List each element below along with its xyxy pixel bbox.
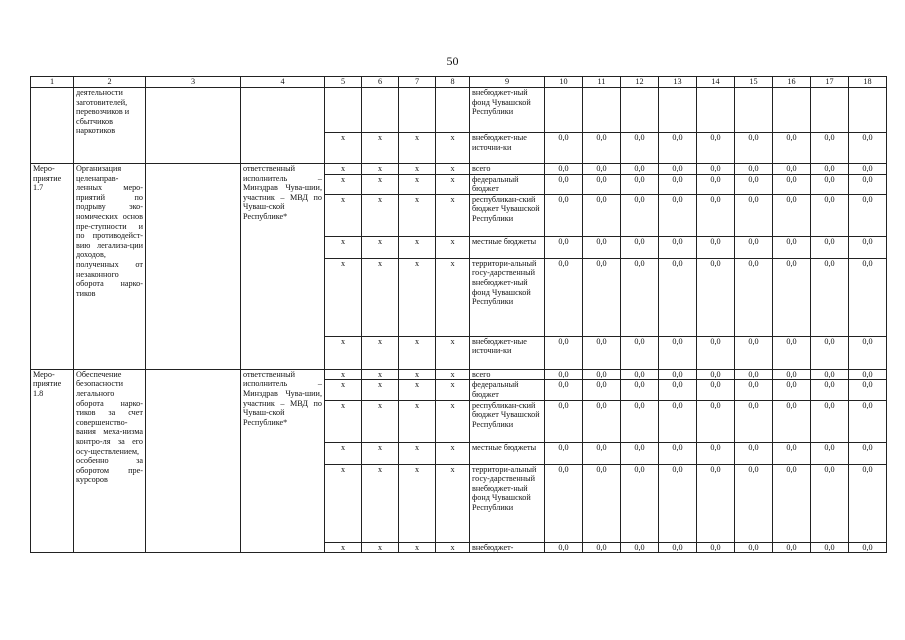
x-mark: x <box>399 442 436 464</box>
value-cell: 0,0 <box>849 236 887 258</box>
value-cell: 0,0 <box>583 542 621 553</box>
x-mark: x <box>399 369 436 380</box>
cell-empty <box>146 88 241 164</box>
continued-name: деятельности заготовителей, перевозчиков и сбытчиков наркотиков <box>74 88 146 164</box>
value-cell: 0,0 <box>659 464 697 542</box>
x-mark: x <box>399 164 436 175</box>
value-cell: 0,0 <box>583 369 621 380</box>
x-mark: x <box>325 464 362 542</box>
header-cell: 10 <box>545 77 583 88</box>
value-cell: 0,0 <box>811 164 849 175</box>
value-cell: 0,0 <box>621 336 659 369</box>
value-cell: 0,0 <box>773 236 811 258</box>
header-cell: 17 <box>811 77 849 88</box>
value-cell: 0,0 <box>811 236 849 258</box>
measure-name: Обеспечение безопасности легального оборота нарко-тиков за счет совершенство-вания меха-низма контро-ля за его осу-ществлением, особенно за оборотом пре-курсоров <box>74 369 146 552</box>
budget-table <box>30 76 887 553</box>
x-mark: x <box>325 236 362 258</box>
value-cell: 0,0 <box>545 174 583 194</box>
header-cell: 6 <box>362 77 399 88</box>
header-cell: 5 <box>325 77 362 88</box>
value-cell: 0,0 <box>735 380 773 400</box>
value-cell: 0,0 <box>621 174 659 194</box>
value-cell: 0,0 <box>735 442 773 464</box>
value-cell: 0,0 <box>659 380 697 400</box>
measure-label: Меро-приятие 1.8 <box>31 369 74 552</box>
value-cell: 0,0 <box>659 164 697 175</box>
value-cell: 0,0 <box>773 380 811 400</box>
value-cell: 0,0 <box>811 369 849 380</box>
value-cell: 0,0 <box>735 336 773 369</box>
x-mark: x <box>399 464 436 542</box>
value-cell: 0,0 <box>697 236 735 258</box>
value-cell: 0,0 <box>811 133 849 164</box>
x-mark: x <box>362 369 399 380</box>
value-cell: 0,0 <box>545 542 583 553</box>
header-cell: 3 <box>146 77 241 88</box>
x-mark: x <box>436 542 470 553</box>
value-cell: 0,0 <box>773 174 811 194</box>
funding-source: местные бюджеты <box>470 442 545 464</box>
value-cell: 0,0 <box>849 258 887 336</box>
x-mark: x <box>399 236 436 258</box>
funding-source: внебюджет-ные источни-ки <box>470 336 545 369</box>
value-cell: 0,0 <box>621 133 659 164</box>
value-cell: 0,0 <box>659 400 697 442</box>
value-cell: 0,0 <box>583 258 621 336</box>
x-mark: x <box>436 236 470 258</box>
cell-empty <box>735 88 773 133</box>
value-cell: 0,0 <box>735 369 773 380</box>
value-cell: 0,0 <box>697 464 735 542</box>
header-cell: 18 <box>849 77 887 88</box>
measure-name: Организация целенаправ-ленных меро-приятий по подрыву эко-номических основ пре-ступности и по противодейст-вию легализа-ции доходов, полученных от незаконного оборота нарко-тиков <box>74 164 146 370</box>
value-cell: 0,0 <box>659 258 697 336</box>
header-cell: 7 <box>399 77 436 88</box>
value-cell: 0,0 <box>773 194 811 236</box>
value-cell: 0,0 <box>773 542 811 553</box>
value-cell: 0,0 <box>773 464 811 542</box>
value-cell: 0,0 <box>583 164 621 175</box>
value-cell: 0,0 <box>697 164 735 175</box>
value-cell: 0,0 <box>773 336 811 369</box>
value-cell: 0,0 <box>621 380 659 400</box>
cell-empty <box>241 88 325 164</box>
value-cell: 0,0 <box>545 133 583 164</box>
header-cell: 2 <box>74 77 146 88</box>
value-cell: 0,0 <box>849 194 887 236</box>
x-mark: x <box>325 400 362 442</box>
header-cell: 13 <box>659 77 697 88</box>
x-mark: x <box>436 442 470 464</box>
value-cell: 0,0 <box>849 164 887 175</box>
cell-empty <box>436 88 470 133</box>
value-cell: 0,0 <box>545 236 583 258</box>
x-mark: x <box>436 164 470 175</box>
x-mark: x <box>399 258 436 336</box>
value-cell: 0,0 <box>621 542 659 553</box>
x-mark: x <box>436 369 470 380</box>
x-mark: x <box>325 380 362 400</box>
funding-source: федеральный бюджет <box>470 380 545 400</box>
value-cell: 0,0 <box>735 258 773 336</box>
x-mark: x <box>436 400 470 442</box>
cell-empty <box>697 88 735 133</box>
x-mark: x <box>399 336 436 369</box>
cell-empty <box>146 369 241 552</box>
x-mark: x <box>436 258 470 336</box>
value-cell: 0,0 <box>545 194 583 236</box>
cell-empty <box>659 88 697 133</box>
value-cell: 0,0 <box>735 133 773 164</box>
value-cell: 0,0 <box>849 133 887 164</box>
header-cell: 8 <box>436 77 470 88</box>
funding-source: территори-альный госу-дарственный внебюджет-ный фонд Чувашской Республики <box>470 464 545 542</box>
value-cell: 0,0 <box>545 164 583 175</box>
value-cell: 0,0 <box>545 380 583 400</box>
cell-empty <box>146 164 241 370</box>
x-mark: x <box>399 542 436 553</box>
value-cell: 0,0 <box>811 336 849 369</box>
value-cell: 0,0 <box>735 236 773 258</box>
value-cell: 0,0 <box>849 336 887 369</box>
value-cell: 0,0 <box>735 400 773 442</box>
x-mark: x <box>399 400 436 442</box>
x-mark: x <box>362 236 399 258</box>
cell-empty <box>773 88 811 133</box>
x-mark: x <box>362 400 399 442</box>
header-cell: 16 <box>773 77 811 88</box>
funding-source: внебюджет- <box>470 542 545 553</box>
value-cell: 0,0 <box>849 380 887 400</box>
value-cell: 0,0 <box>583 336 621 369</box>
x-mark: x <box>399 133 436 164</box>
value-cell: 0,0 <box>545 336 583 369</box>
value-cell: 0,0 <box>773 400 811 442</box>
value-cell: 0,0 <box>621 164 659 175</box>
value-cell: 0,0 <box>697 258 735 336</box>
value-cell: 0,0 <box>811 542 849 553</box>
funding-source: территори-альный госу-дарственный внебюджет-ный фонд Чувашской Республики <box>470 258 545 336</box>
value-cell: 0,0 <box>773 164 811 175</box>
cell-empty <box>621 88 659 133</box>
header-cell: 4 <box>241 77 325 88</box>
value-cell: 0,0 <box>735 164 773 175</box>
x-mark: x <box>436 464 470 542</box>
value-cell: 0,0 <box>811 194 849 236</box>
value-cell: 0,0 <box>583 400 621 442</box>
value-cell: 0,0 <box>621 194 659 236</box>
x-mark: x <box>362 133 399 164</box>
x-mark: x <box>362 164 399 175</box>
value-cell: 0,0 <box>621 258 659 336</box>
value-cell: 0,0 <box>697 174 735 194</box>
header-cell: 14 <box>697 77 735 88</box>
value-cell: 0,0 <box>545 464 583 542</box>
funding-source: внебюджет-ные источни-ки <box>470 133 545 164</box>
x-mark: x <box>362 464 399 542</box>
cell-empty <box>583 88 621 133</box>
value-cell: 0,0 <box>811 400 849 442</box>
table-row <box>31 369 887 380</box>
cell-empty <box>849 88 887 133</box>
x-mark: x <box>436 174 470 194</box>
value-cell: 0,0 <box>811 464 849 542</box>
value-cell: 0,0 <box>773 133 811 164</box>
value-cell: 0,0 <box>621 369 659 380</box>
value-cell: 0,0 <box>773 442 811 464</box>
value-cell: 0,0 <box>849 174 887 194</box>
value-cell: 0,0 <box>697 442 735 464</box>
x-mark: x <box>399 194 436 236</box>
value-cell: 0,0 <box>659 194 697 236</box>
value-cell: 0,0 <box>621 464 659 542</box>
cell-empty <box>362 88 399 133</box>
value-cell: 0,0 <box>773 258 811 336</box>
value-cell: 0,0 <box>735 174 773 194</box>
value-cell: 0,0 <box>697 400 735 442</box>
value-cell: 0,0 <box>583 194 621 236</box>
value-cell: 0,0 <box>545 369 583 380</box>
value-cell: 0,0 <box>735 542 773 553</box>
value-cell: 0,0 <box>583 442 621 464</box>
value-cell: 0,0 <box>545 400 583 442</box>
x-mark: x <box>325 194 362 236</box>
header-cell: 15 <box>735 77 773 88</box>
x-mark: x <box>399 174 436 194</box>
funding-source: всего <box>470 369 545 380</box>
table-row <box>31 88 887 133</box>
x-mark: x <box>362 542 399 553</box>
value-cell: 0,0 <box>849 542 887 553</box>
value-cell: 0,0 <box>697 369 735 380</box>
x-mark: x <box>436 194 470 236</box>
x-mark: x <box>436 133 470 164</box>
x-mark: x <box>325 258 362 336</box>
value-cell: 0,0 <box>735 464 773 542</box>
value-cell: 0,0 <box>659 369 697 380</box>
header-cell: 11 <box>583 77 621 88</box>
x-mark: x <box>362 174 399 194</box>
x-mark: x <box>399 380 436 400</box>
value-cell: 0,0 <box>697 133 735 164</box>
header-cell: 9 <box>470 77 545 88</box>
x-mark: x <box>362 380 399 400</box>
value-cell: 0,0 <box>849 464 887 542</box>
measure-label: Меро-приятие 1.7 <box>31 164 74 370</box>
x-mark: x <box>436 336 470 369</box>
value-cell: 0,0 <box>811 174 849 194</box>
value-cell: 0,0 <box>621 442 659 464</box>
value-cell: 0,0 <box>583 380 621 400</box>
table-row <box>31 164 887 175</box>
x-mark: x <box>325 542 362 553</box>
x-mark: x <box>325 336 362 369</box>
value-cell: 0,0 <box>697 194 735 236</box>
x-mark: x <box>325 133 362 164</box>
funding-source: всего <box>470 164 545 175</box>
cell-empty <box>399 88 436 133</box>
cell-empty <box>325 88 362 133</box>
value-cell: 0,0 <box>621 236 659 258</box>
page-number: 50 <box>446 54 459 68</box>
x-mark: x <box>325 369 362 380</box>
cell-empty <box>811 88 849 133</box>
value-cell: 0,0 <box>583 174 621 194</box>
value-cell: 0,0 <box>735 194 773 236</box>
x-mark: x <box>362 194 399 236</box>
value-cell: 0,0 <box>583 236 621 258</box>
measure-executor: ответственный исполнитель – Минздрав Чува-шии, участник – МВД по Чуваш-ской Республике* <box>241 369 325 552</box>
value-cell: 0,0 <box>811 258 849 336</box>
cell-empty <box>31 88 74 164</box>
value-cell: 0,0 <box>849 369 887 380</box>
value-cell: 0,0 <box>773 369 811 380</box>
x-mark: x <box>325 174 362 194</box>
value-cell: 0,0 <box>659 442 697 464</box>
x-mark: x <box>362 442 399 464</box>
value-cell: 0,0 <box>659 174 697 194</box>
x-mark: x <box>325 442 362 464</box>
header-cell: 1 <box>31 77 74 88</box>
x-mark: x <box>436 380 470 400</box>
value-cell: 0,0 <box>659 133 697 164</box>
value-cell: 0,0 <box>583 133 621 164</box>
x-mark: x <box>362 336 399 369</box>
x-mark: x <box>325 164 362 175</box>
header-cell: 12 <box>621 77 659 88</box>
value-cell: 0,0 <box>659 542 697 553</box>
value-cell: 0,0 <box>697 380 735 400</box>
value-cell: 0,0 <box>811 442 849 464</box>
value-cell: 0,0 <box>849 442 887 464</box>
funding-source: республикан-ский бюджет Чувашской Республики <box>470 194 545 236</box>
value-cell: 0,0 <box>849 400 887 442</box>
value-cell: 0,0 <box>697 542 735 553</box>
funding-source: республикан-ский бюджет Чувашской Республики <box>470 400 545 442</box>
value-cell: 0,0 <box>583 464 621 542</box>
value-cell: 0,0 <box>697 336 735 369</box>
value-cell: 0,0 <box>811 380 849 400</box>
header-row <box>31 77 887 88</box>
funding-source: внебюджет-ный фонд Чувашской Республики <box>470 88 545 133</box>
funding-source: федеральный бюджет <box>470 174 545 194</box>
measure-executor: ответственный исполнитель – Минздрав Чува-шии, участник – МВД по Чуваш-ской Республике* <box>241 164 325 370</box>
value-cell: 0,0 <box>659 236 697 258</box>
cell-empty <box>545 88 583 133</box>
funding-source: местные бюджеты <box>470 236 545 258</box>
value-cell: 0,0 <box>545 442 583 464</box>
value-cell: 0,0 <box>659 336 697 369</box>
value-cell: 0,0 <box>621 400 659 442</box>
x-mark: x <box>362 258 399 336</box>
value-cell: 0,0 <box>545 258 583 336</box>
